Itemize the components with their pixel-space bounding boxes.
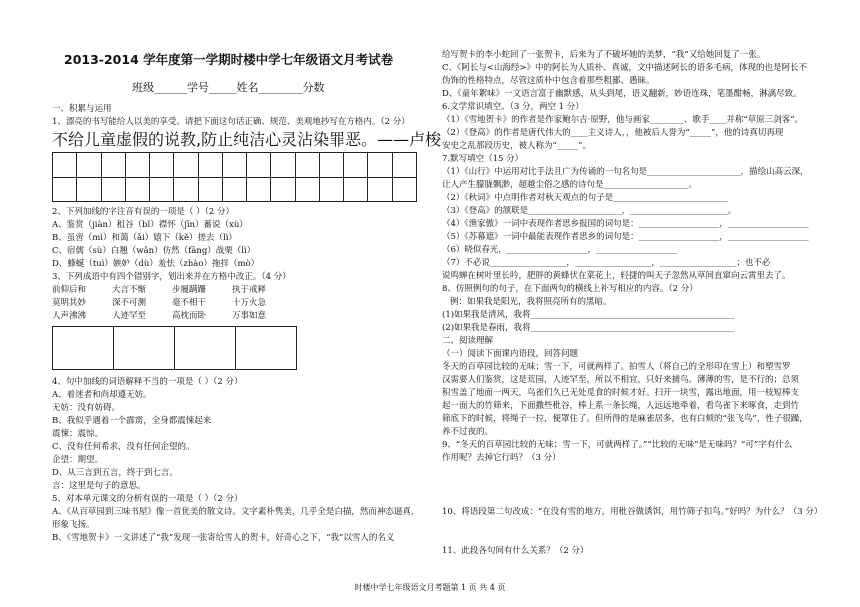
- question-7-item-4: （4）《渔家傲》一词中表现作者思乡报国的词句是：___________________，___________________: [442, 219, 809, 229]
- idiom: 高枕而卧: [172, 311, 207, 321]
- question-2-option-c: C、宿儒（sù）白翘（wǎn）仿然（fāng）战栗（lì）: [52, 246, 256, 256]
- question-6-item-2-cont: 安史之乱那段历史，被人称为“_____”。: [442, 141, 591, 151]
- reading-passage-line: 养不过夜的。: [442, 427, 494, 437]
- question-5: 5、对本单元课文的分析有误的一项是（ ）（2 分）: [52, 494, 243, 504]
- student-info-line: 班级______学号_____姓名________分数: [132, 81, 325, 94]
- idiom: 大言不惭: [112, 285, 147, 295]
- idiom: 十万火急: [232, 298, 267, 308]
- question-6: 6.文学常识填空。（3 分，两空 1 分）: [442, 102, 584, 112]
- question-8: 8、仿照例句的句子，在下面两句的横线上补写相应的内容。（2 分）: [442, 284, 698, 294]
- idiom: 执于戒释: [232, 285, 267, 295]
- question-5-option-b-cont: 给写贺卡的李小蛇回了一张贺卡，后来为了不破坏她的美梦，“我”又给她回复了一张。: [442, 50, 766, 60]
- question-4-option-d: D、从三言到五言，终于到七言。: [52, 468, 178, 478]
- question-4-option-a-note: 无妨：没有妨碍。: [52, 403, 121, 413]
- correction-grid: [52, 326, 297, 370]
- idiom: 前仰后和: [52, 285, 87, 295]
- idiom: 毫不相干: [172, 298, 207, 308]
- idiom-row: [52, 285, 292, 296]
- question-3: 3、下列成语中有四个错别字，划出来并在方格中改正。（4 分）: [52, 272, 291, 282]
- reading-passage-line: 筛底下的时候，将绳子一拉，便罩住了。但所得的是麻雀居多，也有白颊的“张飞鸟”，性子很躁，: [442, 414, 808, 424]
- idiom: 步履蹒跚: [172, 285, 207, 295]
- question-7: 7.默写填空（15 分）: [442, 154, 524, 164]
- question-8-example: 例：如果我是阳光，我将照亮所有的黑暗。: [450, 297, 612, 307]
- question-4-option-c: C、没有任何希求，没有任何企望的。: [52, 442, 195, 452]
- question-1: 1、漂亮的书写能给人以美的享受。请把下面这句话正确、规范、美观地抄写在方格内。（2 分）: [52, 117, 410, 127]
- question-4-option-a: A、着迷者和尚却遵无妨。: [52, 390, 152, 400]
- question-2-option-b: B、虽啻（mì）和蔼（ǎi）嬉下（kě）搓去（lì）: [52, 233, 237, 243]
- question-5-option-d: D、《童年絮味》一文语言富于幽默感，从头到尾，语义翻新，妙语连珠，笔墨酣畅，淋漓尽致。: [442, 89, 802, 99]
- question-5-option-a-cont: 形象飞扬。: [52, 520, 95, 530]
- question-11: 11、此段各句间有什么关系？（2 分）: [442, 546, 589, 556]
- question-7-item-7-cont: 说鸣蝉在树叶里长吟，肥胖的黄蜂伏在菜花上，轻捷的叫天子忽然从草间直窜向云霄里去了。: [442, 271, 791, 281]
- question-7-item-1-cont: 让人产生朦胧飘渺，超越尘俗之感的诗句是____________________。: [442, 180, 698, 190]
- question-6-item-2: （2）《登高》的作者是唐代伟大的____主义诗人，，他被后人誉为“_____”，他的诗真切再现: [442, 128, 784, 138]
- question-7-item-2: （2）《秋词》中点明作者对秋天观点的句子是___________________________: [442, 193, 728, 203]
- question-8-line-1: (1)如果我是清风，我将________________________________________________: [442, 310, 735, 320]
- question-7-item-5: （5）《苏幕遮》一词中最能表现作者思乡的词句是：___________________，___________________: [442, 232, 809, 242]
- page-footer: 时楼中学七年级语文月考题第 1 页 共 4 页: [354, 583, 506, 592]
- question-2-option-d: D、蜂蜒（tuì）嫉妒（dù）羞怯（zhào）拖拌（mò）: [52, 259, 260, 269]
- exam-title: 2013-2014 学年度第一学期时楼中学七年级语文月考试卷: [64, 52, 394, 67]
- question-4-option-b: B、我似乎遇着一个霹雳，全身都震悚起来: [52, 416, 212, 426]
- question-7-item-6: （6）晓似春光，___________________，___________________: [442, 245, 677, 255]
- idiom-row: [52, 311, 292, 322]
- question-9: 9、“冬天的百草园比较的无味；雪一下，可就两样了。”“比较的无味”是无味吗？“可”字有什么: [442, 440, 793, 450]
- reading-passage-line: 汉需要人们鉴赏，这是荒园，人迹罕至，所以不相宜，只好来捕鸟。薄薄的雪，是不行的；总须: [442, 375, 800, 385]
- idiom-row: [52, 298, 292, 309]
- idiom: 深不可测: [112, 298, 147, 308]
- question-8-line-2: (2)如果我是春雨，我将________________________________________________: [442, 323, 735, 333]
- question-5-option-a: A、《从百草园到三味书屋》像一首优美的散文诗。文字素朴隽美，几乎全是白描，然而神态逼真，: [52, 507, 420, 517]
- question-7-item-7: （7）不必说__________________，__________________，__________________；也不必: [442, 258, 771, 268]
- idiom: 人声沸沸: [52, 311, 87, 321]
- reading-passage-line: 冬天的百草园比较的无味；雪一下，可就两样了。拍雪人（将自己的全形印在雪上）和塑雪罗: [442, 362, 791, 372]
- reading-subheading: （一）阅读下面课内语段，回答问题: [442, 349, 579, 359]
- reading-passage-line: 起一面大的竹筛来，下面撒些秕谷，棒上系一条长绳，人远远地牵着，看鸟雀下来啄食，走到竹: [442, 401, 800, 411]
- question-5-option-c: C、《阿长与<山海经>》中的阿长为人质朴、真诚，文中描述阿长的语多毛病，体现的也是阿长不: [442, 63, 808, 73]
- question-2-option-a: A、鉴赏（jiàn）租谷（bǐ）襟怀（jīn）蓄说（xù）: [52, 220, 248, 230]
- question-4-option-d-note: 言：这里是句子的意思。: [52, 481, 146, 491]
- question-7-item-1: （1）《山行》中运用对比手法且广为传诵的一句名句是______________________，描绘山高云深，: [442, 167, 809, 177]
- question-5-option-b: B、《雪地贺卡》一文讲述了“我”发现一张寄给雪人的贺卡，好奇心之下，“我”以雪人的名义: [52, 533, 395, 543]
- idiom: 人迹罕至: [112, 311, 147, 321]
- question-4: 4、句中加线的词语解释不当的一项是（ ）（2 分）: [52, 377, 243, 387]
- reading-passage-line: 积雪盖了地面一两天，鸟雀们久已无处觅食的时候才好。扫开一块雪，露出地面，用一枝短棒支: [442, 388, 800, 398]
- copy-grid: [52, 152, 417, 202]
- question-7-item-3: （3）《登高》的颔联是______________________，_______________________。: [442, 206, 737, 216]
- question-5-option-c-cont: 伪饰的性格特点，尽管这质朴中包含着那些粗鄙、愚昧。: [442, 76, 655, 86]
- question-9-cont: 作用呢？去掉它行吗？（3 分）: [442, 453, 561, 463]
- section-1-heading: 一、积累与运用: [52, 104, 112, 114]
- question-4-option-c-note: 企望：期望。: [52, 455, 104, 465]
- question-4-option-b-note: 震悚：震惊。: [52, 429, 104, 439]
- question-2: 2、下列加线的字注音有误的一项是（ ）（2 分）: [52, 207, 234, 217]
- idiom: 万事如意: [232, 311, 267, 321]
- question-10: 10、将语段第二句改成：“在没有雪的地方，用秕谷做诱饵，用竹筛子扣鸟。”好吗？为什么？（3 分）: [442, 507, 823, 517]
- idiom: 莫明其妙: [52, 298, 87, 308]
- question-6-item-1: （1）《雪地贺卡》的作者是作家鲍尔吉·原野，他与画家________、歌手____并称“草原三剑客”。: [442, 115, 804, 125]
- motto-sentence: 不给儿童虚假的说教,防止纯洁心灵沾染罪恶。——卢梭: [52, 130, 442, 149]
- section-2-heading: 二、阅读理解: [442, 336, 494, 346]
